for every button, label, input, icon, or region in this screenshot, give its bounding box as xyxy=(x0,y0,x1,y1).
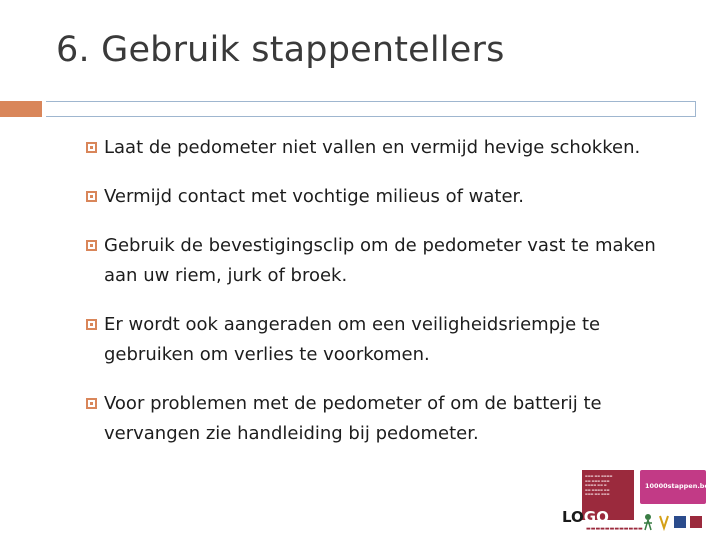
square-bullet-icon xyxy=(86,142,97,153)
bullet-text: Gebruik de bevestigingsclip om de pedometer vast te maken aan uw riem, jurk of broek. xyxy=(104,235,656,286)
partner-badge xyxy=(640,470,709,504)
partner-icons xyxy=(640,508,706,534)
square-bullet-icon xyxy=(86,319,97,330)
logo-fine-print: ▬▬▬ ▬▬ ▬▬▬▬ ▬▬ ▬▬▬ ▬▬▬ ▬▬▬▬ ▬▬ ▬ ▬▬ ▬▬▬▬ ▬▬ ▬▬▬ ▬▬ ▬▬▬ xyxy=(585,474,613,496)
partner-badge-text: 10000stappen.be xyxy=(645,482,709,490)
bullet-item xyxy=(86,133,686,163)
title-rule-end xyxy=(695,101,696,117)
bullet-text: Voor problemen met de pedometer of om de batterij te vervangen zie handleiding bij pedometer. xyxy=(104,393,602,444)
logo-wordmark-lo: LO xyxy=(562,508,584,526)
title-rule-accent xyxy=(0,101,42,117)
bullet-text: Laat de pedometer niet vallen en vermijd hevige schokken. xyxy=(104,137,641,158)
slide-title: 6. Gebruik stappentellers xyxy=(56,30,505,70)
logo-wordmark xyxy=(562,508,609,526)
square-bullet-icon xyxy=(86,191,97,202)
bullet-item xyxy=(86,310,686,370)
bullet-item xyxy=(86,389,686,449)
logo-wordmark-go: GO xyxy=(583,508,609,526)
square-bullet-icon xyxy=(86,240,97,251)
bullet-list xyxy=(86,133,686,468)
bullet-item xyxy=(86,231,686,291)
bullet-item xyxy=(86,182,686,212)
title-rule-line xyxy=(46,101,696,117)
bullet-text: Er wordt ook aangeraden om een veiligheidsriempje te gebruiken om verlies te voorkomen. xyxy=(104,314,601,365)
bullet-text: Vermijd contact met vochtige milieus of water. xyxy=(104,186,525,207)
organization-logo xyxy=(562,470,643,534)
square-bullet-icon xyxy=(86,398,97,409)
logo-subtitle-line: ▬▬▬▬▬▬▬▬▬▬▬▬ xyxy=(586,526,643,532)
partner-logo xyxy=(640,470,709,534)
